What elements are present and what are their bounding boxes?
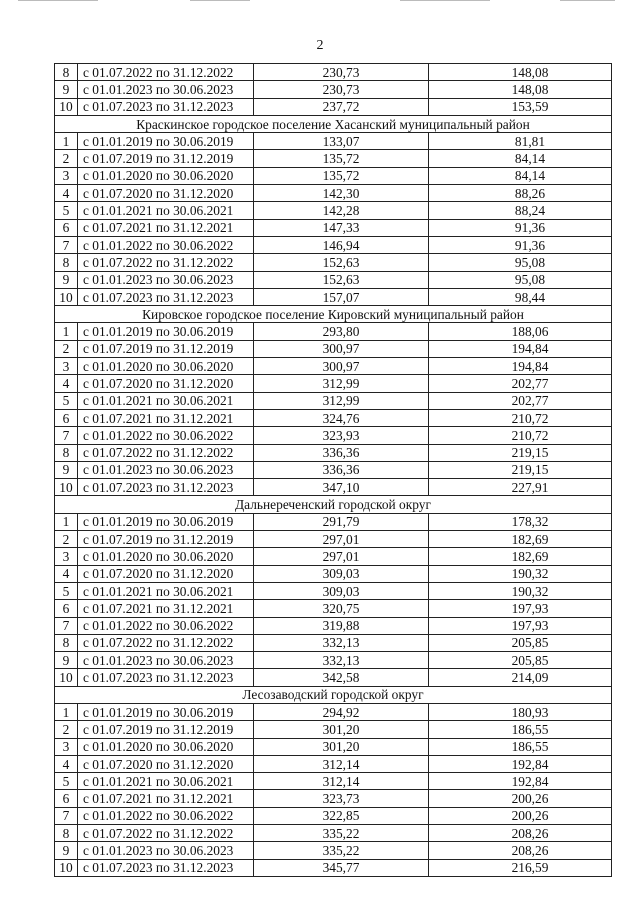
value-1-cell: 336,36 [254, 444, 429, 461]
table-row [55, 133, 612, 150]
period-cell: с 01.07.2019 по 31.12.2019 [78, 721, 254, 738]
value-1-cell: 309,03 [254, 582, 429, 599]
value-2-cell: 88,26 [429, 185, 612, 202]
section-title: Дальнереченский городской округ [55, 496, 612, 513]
value-2-cell: 192,84 [429, 755, 612, 772]
table-row [55, 617, 612, 634]
table-row [55, 634, 612, 651]
value-2-cell: 208,26 [429, 842, 612, 859]
period-cell: с 01.07.2021 по 31.12.2021 [78, 600, 254, 617]
row-number-cell: 6 [55, 790, 78, 807]
value-1-cell: 335,22 [254, 842, 429, 859]
value-2-cell: 95,08 [429, 271, 612, 288]
table-row [55, 548, 612, 565]
row-number-cell: 8 [55, 634, 78, 651]
scan-top-edge [0, 0, 640, 3]
value-1-cell: 142,28 [254, 202, 429, 219]
table-row [55, 669, 612, 686]
period-cell: с 01.01.2019 по 30.06.2019 [78, 133, 254, 150]
value-1-cell: 301,20 [254, 738, 429, 755]
table-row [55, 703, 612, 720]
value-1-cell: 323,73 [254, 790, 429, 807]
row-number-cell: 10 [55, 859, 78, 876]
value-1-cell: 135,72 [254, 167, 429, 184]
value-1-cell: 324,76 [254, 409, 429, 426]
section-title: Кировское городское поселение Кировский муниципальный район [55, 306, 612, 323]
period-cell: с 01.01.2022 по 30.06.2022 [78, 617, 254, 634]
row-number-cell: 2 [55, 721, 78, 738]
table-row [55, 427, 612, 444]
value-2-cell: 210,72 [429, 409, 612, 426]
table-row [55, 825, 612, 842]
table-row [55, 842, 612, 859]
value-1-cell: 323,93 [254, 427, 429, 444]
row-number-cell: 10 [55, 479, 78, 496]
value-2-cell: 182,69 [429, 531, 612, 548]
value-2-cell: 205,85 [429, 652, 612, 669]
table-row [55, 219, 612, 236]
row-number-cell: 8 [55, 825, 78, 842]
row-number-cell: 2 [55, 340, 78, 357]
table-row [55, 513, 612, 530]
row-number-cell: 5 [55, 582, 78, 599]
table-row [55, 582, 612, 599]
table-row [55, 392, 612, 409]
value-2-cell: 208,26 [429, 825, 612, 842]
row-number-cell: 8 [55, 64, 78, 81]
value-2-cell: 200,26 [429, 807, 612, 824]
period-cell: с 01.01.2023 по 30.06.2023 [78, 842, 254, 859]
value-1-cell: 300,97 [254, 358, 429, 375]
row-number-cell: 6 [55, 409, 78, 426]
period-cell: с 01.01.2021 по 30.06.2021 [78, 202, 254, 219]
table-row [55, 773, 612, 790]
period-cell: с 01.07.2021 по 31.12.2021 [78, 219, 254, 236]
table-row [55, 271, 612, 288]
row-number-cell: 1 [55, 323, 78, 340]
period-cell: с 01.01.2021 по 30.06.2021 [78, 392, 254, 409]
row-number-cell: 9 [55, 842, 78, 859]
period-cell: с 01.01.2022 по 30.06.2022 [78, 427, 254, 444]
table-row [55, 236, 612, 253]
value-2-cell: 200,26 [429, 790, 612, 807]
period-cell: с 01.01.2019 по 30.06.2019 [78, 513, 254, 530]
row-number-cell: 3 [55, 548, 78, 565]
row-number-cell: 3 [55, 167, 78, 184]
period-cell: с 01.07.2020 по 31.12.2020 [78, 185, 254, 202]
period-cell: с 01.07.2021 по 31.12.2021 [78, 790, 254, 807]
value-1-cell: 135,72 [254, 150, 429, 167]
value-1-cell: 237,72 [254, 98, 429, 115]
period-cell: с 01.07.2021 по 31.12.2021 [78, 409, 254, 426]
row-number-cell: 3 [55, 738, 78, 755]
table-row [55, 721, 612, 738]
row-number-cell: 9 [55, 271, 78, 288]
period-cell: с 01.01.2020 по 30.06.2020 [78, 548, 254, 565]
value-2-cell: 153,59 [429, 98, 612, 115]
row-number-cell: 9 [55, 652, 78, 669]
period-cell: с 01.07.2023 по 31.12.2023 [78, 288, 254, 305]
period-cell: с 01.01.2023 по 30.06.2023 [78, 652, 254, 669]
value-1-cell: 312,99 [254, 392, 429, 409]
value-1-cell: 230,73 [254, 64, 429, 81]
section-row [55, 115, 612, 132]
row-number-cell: 10 [55, 288, 78, 305]
tariff-table-body [55, 64, 612, 877]
value-2-cell: 202,77 [429, 392, 612, 409]
value-1-cell: 335,22 [254, 825, 429, 842]
table-row [55, 461, 612, 478]
value-1-cell: 309,03 [254, 565, 429, 582]
value-2-cell: 81,81 [429, 133, 612, 150]
value-2-cell: 216,59 [429, 859, 612, 876]
section-row [55, 496, 612, 513]
table-row [55, 652, 612, 669]
table-row [55, 738, 612, 755]
table-row [55, 755, 612, 772]
row-number-cell: 7 [55, 427, 78, 444]
table-row [55, 288, 612, 305]
period-cell: с 01.01.2023 по 30.06.2023 [78, 461, 254, 478]
row-number-cell: 5 [55, 773, 78, 790]
value-2-cell: 84,14 [429, 167, 612, 184]
table-row [55, 185, 612, 202]
tariff-table [54, 63, 612, 877]
row-number-cell: 2 [55, 150, 78, 167]
value-2-cell: 91,36 [429, 219, 612, 236]
period-cell: с 01.07.2022 по 31.12.2022 [78, 634, 254, 651]
value-1-cell: 336,36 [254, 461, 429, 478]
section-title: Лесозаводский городской округ [55, 686, 612, 703]
row-number-cell: 4 [55, 185, 78, 202]
value-1-cell: 294,92 [254, 703, 429, 720]
table-row [55, 167, 612, 184]
section-row [55, 686, 612, 703]
table-row [55, 444, 612, 461]
period-cell: с 01.07.2023 по 31.12.2023 [78, 98, 254, 115]
value-1-cell: 230,73 [254, 81, 429, 98]
row-number-cell: 1 [55, 513, 78, 530]
row-number-cell: 6 [55, 600, 78, 617]
value-2-cell: 91,36 [429, 236, 612, 253]
period-cell: с 01.01.2021 по 30.06.2021 [78, 582, 254, 599]
value-1-cell: 297,01 [254, 531, 429, 548]
value-1-cell: 345,77 [254, 859, 429, 876]
value-2-cell: 98,44 [429, 288, 612, 305]
value-1-cell: 147,33 [254, 219, 429, 236]
period-cell: с 01.07.2019 по 31.12.2019 [78, 531, 254, 548]
period-cell: с 01.01.2020 по 30.06.2020 [78, 167, 254, 184]
value-1-cell: 293,80 [254, 323, 429, 340]
table-row [55, 150, 612, 167]
value-1-cell: 312,14 [254, 755, 429, 772]
value-2-cell: 210,72 [429, 427, 612, 444]
period-cell: с 01.01.2019 по 30.06.2019 [78, 323, 254, 340]
value-1-cell: 301,20 [254, 721, 429, 738]
row-number-cell: 4 [55, 755, 78, 772]
period-cell: с 01.07.2020 по 31.12.2020 [78, 375, 254, 392]
period-cell: с 01.01.2019 по 30.06.2019 [78, 703, 254, 720]
table-row [55, 64, 612, 81]
table-row [55, 340, 612, 357]
row-number-cell: 8 [55, 444, 78, 461]
value-2-cell: 190,32 [429, 582, 612, 599]
value-1-cell: 320,75 [254, 600, 429, 617]
row-number-cell: 6 [55, 219, 78, 236]
value-2-cell: 197,93 [429, 617, 612, 634]
value-2-cell: 190,32 [429, 565, 612, 582]
page-number: 2 [316, 38, 324, 53]
table-row [55, 358, 612, 375]
row-number-cell: 3 [55, 358, 78, 375]
row-number-cell: 5 [55, 202, 78, 219]
value-1-cell: 133,07 [254, 133, 429, 150]
table-row [55, 98, 612, 115]
period-cell: с 01.01.2021 по 30.06.2021 [78, 773, 254, 790]
value-1-cell: 142,30 [254, 185, 429, 202]
period-cell: с 01.07.2019 по 31.12.2019 [78, 340, 254, 357]
value-1-cell: 312,14 [254, 773, 429, 790]
period-cell: с 01.07.2020 по 31.12.2020 [78, 565, 254, 582]
period-cell: с 01.07.2022 по 31.12.2022 [78, 825, 254, 842]
value-2-cell: 186,55 [429, 738, 612, 755]
value-1-cell: 312,99 [254, 375, 429, 392]
value-1-cell: 146,94 [254, 236, 429, 253]
period-cell: с 01.01.2022 по 30.06.2022 [78, 236, 254, 253]
row-number-cell: 2 [55, 531, 78, 548]
value-2-cell: 194,84 [429, 340, 612, 357]
table-row [55, 600, 612, 617]
value-1-cell: 332,13 [254, 634, 429, 651]
row-number-cell: 9 [55, 81, 78, 98]
table-row [55, 479, 612, 496]
row-number-cell: 1 [55, 133, 78, 150]
section-row [55, 306, 612, 323]
table-row [55, 323, 612, 340]
row-number-cell: 7 [55, 807, 78, 824]
table-row [55, 409, 612, 426]
period-cell: с 01.07.2020 по 31.12.2020 [78, 755, 254, 772]
row-number-cell: 8 [55, 254, 78, 271]
row-number-cell: 4 [55, 375, 78, 392]
period-cell: с 01.07.2023 по 31.12.2023 [78, 479, 254, 496]
period-cell: с 01.01.2020 по 30.06.2020 [78, 738, 254, 755]
value-1-cell: 300,97 [254, 340, 429, 357]
period-cell: с 01.07.2022 по 31.12.2022 [78, 64, 254, 81]
table-row [55, 859, 612, 876]
value-2-cell: 192,84 [429, 773, 612, 790]
period-cell: с 01.07.2019 по 31.12.2019 [78, 150, 254, 167]
period-cell: с 01.07.2023 по 31.12.2023 [78, 859, 254, 876]
table-row [55, 531, 612, 548]
row-number-cell: 10 [55, 669, 78, 686]
section-title: Краскинское городское поселение Хасанский муниципальный район [55, 115, 612, 132]
value-2-cell: 202,77 [429, 375, 612, 392]
value-1-cell: 332,13 [254, 652, 429, 669]
value-1-cell: 347,10 [254, 479, 429, 496]
value-2-cell: 178,32 [429, 513, 612, 530]
value-1-cell: 157,07 [254, 288, 429, 305]
value-2-cell: 219,15 [429, 461, 612, 478]
period-cell: с 01.01.2020 по 30.06.2020 [78, 358, 254, 375]
value-2-cell: 214,09 [429, 669, 612, 686]
table-row [55, 790, 612, 807]
value-2-cell: 197,93 [429, 600, 612, 617]
value-1-cell: 152,63 [254, 271, 429, 288]
row-number-cell: 5 [55, 392, 78, 409]
value-1-cell: 152,63 [254, 254, 429, 271]
value-2-cell: 95,08 [429, 254, 612, 271]
value-2-cell: 180,93 [429, 703, 612, 720]
row-number-cell: 10 [55, 98, 78, 115]
value-2-cell: 182,69 [429, 548, 612, 565]
table-row [55, 375, 612, 392]
value-2-cell: 88,24 [429, 202, 612, 219]
period-cell: с 01.01.2023 по 30.06.2023 [78, 81, 254, 98]
row-number-cell: 7 [55, 236, 78, 253]
row-number-cell: 1 [55, 703, 78, 720]
value-2-cell: 219,15 [429, 444, 612, 461]
table-row [55, 254, 612, 271]
value-1-cell: 291,79 [254, 513, 429, 530]
table-row [55, 565, 612, 582]
value-2-cell: 188,06 [429, 323, 612, 340]
value-2-cell: 148,08 [429, 81, 612, 98]
period-cell: с 01.07.2022 по 31.12.2022 [78, 254, 254, 271]
value-2-cell: 186,55 [429, 721, 612, 738]
row-number-cell: 4 [55, 565, 78, 582]
value-2-cell: 205,85 [429, 634, 612, 651]
period-cell: с 01.01.2022 по 30.06.2022 [78, 807, 254, 824]
period-cell: с 01.01.2023 по 30.06.2023 [78, 271, 254, 288]
value-2-cell: 227,91 [429, 479, 612, 496]
row-number-cell: 7 [55, 617, 78, 634]
period-cell: с 01.07.2022 по 31.12.2022 [78, 444, 254, 461]
row-number-cell: 9 [55, 461, 78, 478]
table-row [55, 807, 612, 824]
period-cell: с 01.07.2023 по 31.12.2023 [78, 669, 254, 686]
value-2-cell: 148,08 [429, 64, 612, 81]
value-1-cell: 319,88 [254, 617, 429, 634]
value-2-cell: 84,14 [429, 150, 612, 167]
table-row [55, 81, 612, 98]
table-row [55, 202, 612, 219]
value-1-cell: 322,85 [254, 807, 429, 824]
value-1-cell: 297,01 [254, 548, 429, 565]
value-2-cell: 194,84 [429, 358, 612, 375]
value-1-cell: 342,58 [254, 669, 429, 686]
